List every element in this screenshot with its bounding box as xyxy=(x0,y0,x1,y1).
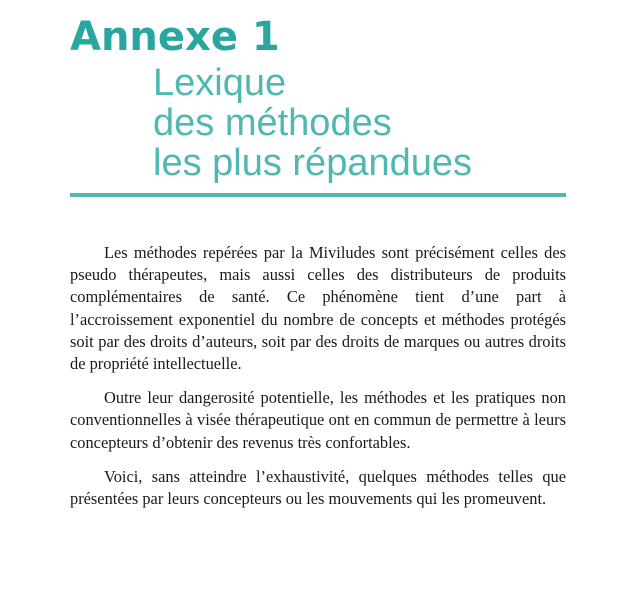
annex-title: Annexe 1 xyxy=(70,14,280,60)
subtitle-line: les plus répandues xyxy=(153,142,472,184)
title-divider xyxy=(70,193,566,197)
paragraph: Voici, sans atteindre l’exhaustivité, quelques méthodes telles que présentées par leurs concepteurs ou les mouvements qui les promeuvent. xyxy=(70,466,566,509)
paragraph: Les méthodes repérées par la Miviludes sont précisément celles des pseudo thérapeutes, mais aussi celles des distributeurs de produits complémentaires de santé. Ce phénomène tient d’une part à l’accroissement exponentiel du nombre de concepts et méthodes protégés soit par des droits d’auteurs, soit par des droits de marques ou autres droits de propriété intellectuelle. xyxy=(70,243,566,374)
paragraph: Outre leur dangerosité potentielle, les méthodes et les pratiques non conventionnelles à visée thérapeutique ont en commun de permettre à leurs concepteurs d’obtenir des revenus très confortables. xyxy=(70,388,566,452)
subtitle-line: des méthodes xyxy=(153,102,392,144)
body-text xyxy=(70,242,566,522)
subtitle-line: Lexique xyxy=(153,62,287,104)
annex-subtitle xyxy=(153,63,472,183)
